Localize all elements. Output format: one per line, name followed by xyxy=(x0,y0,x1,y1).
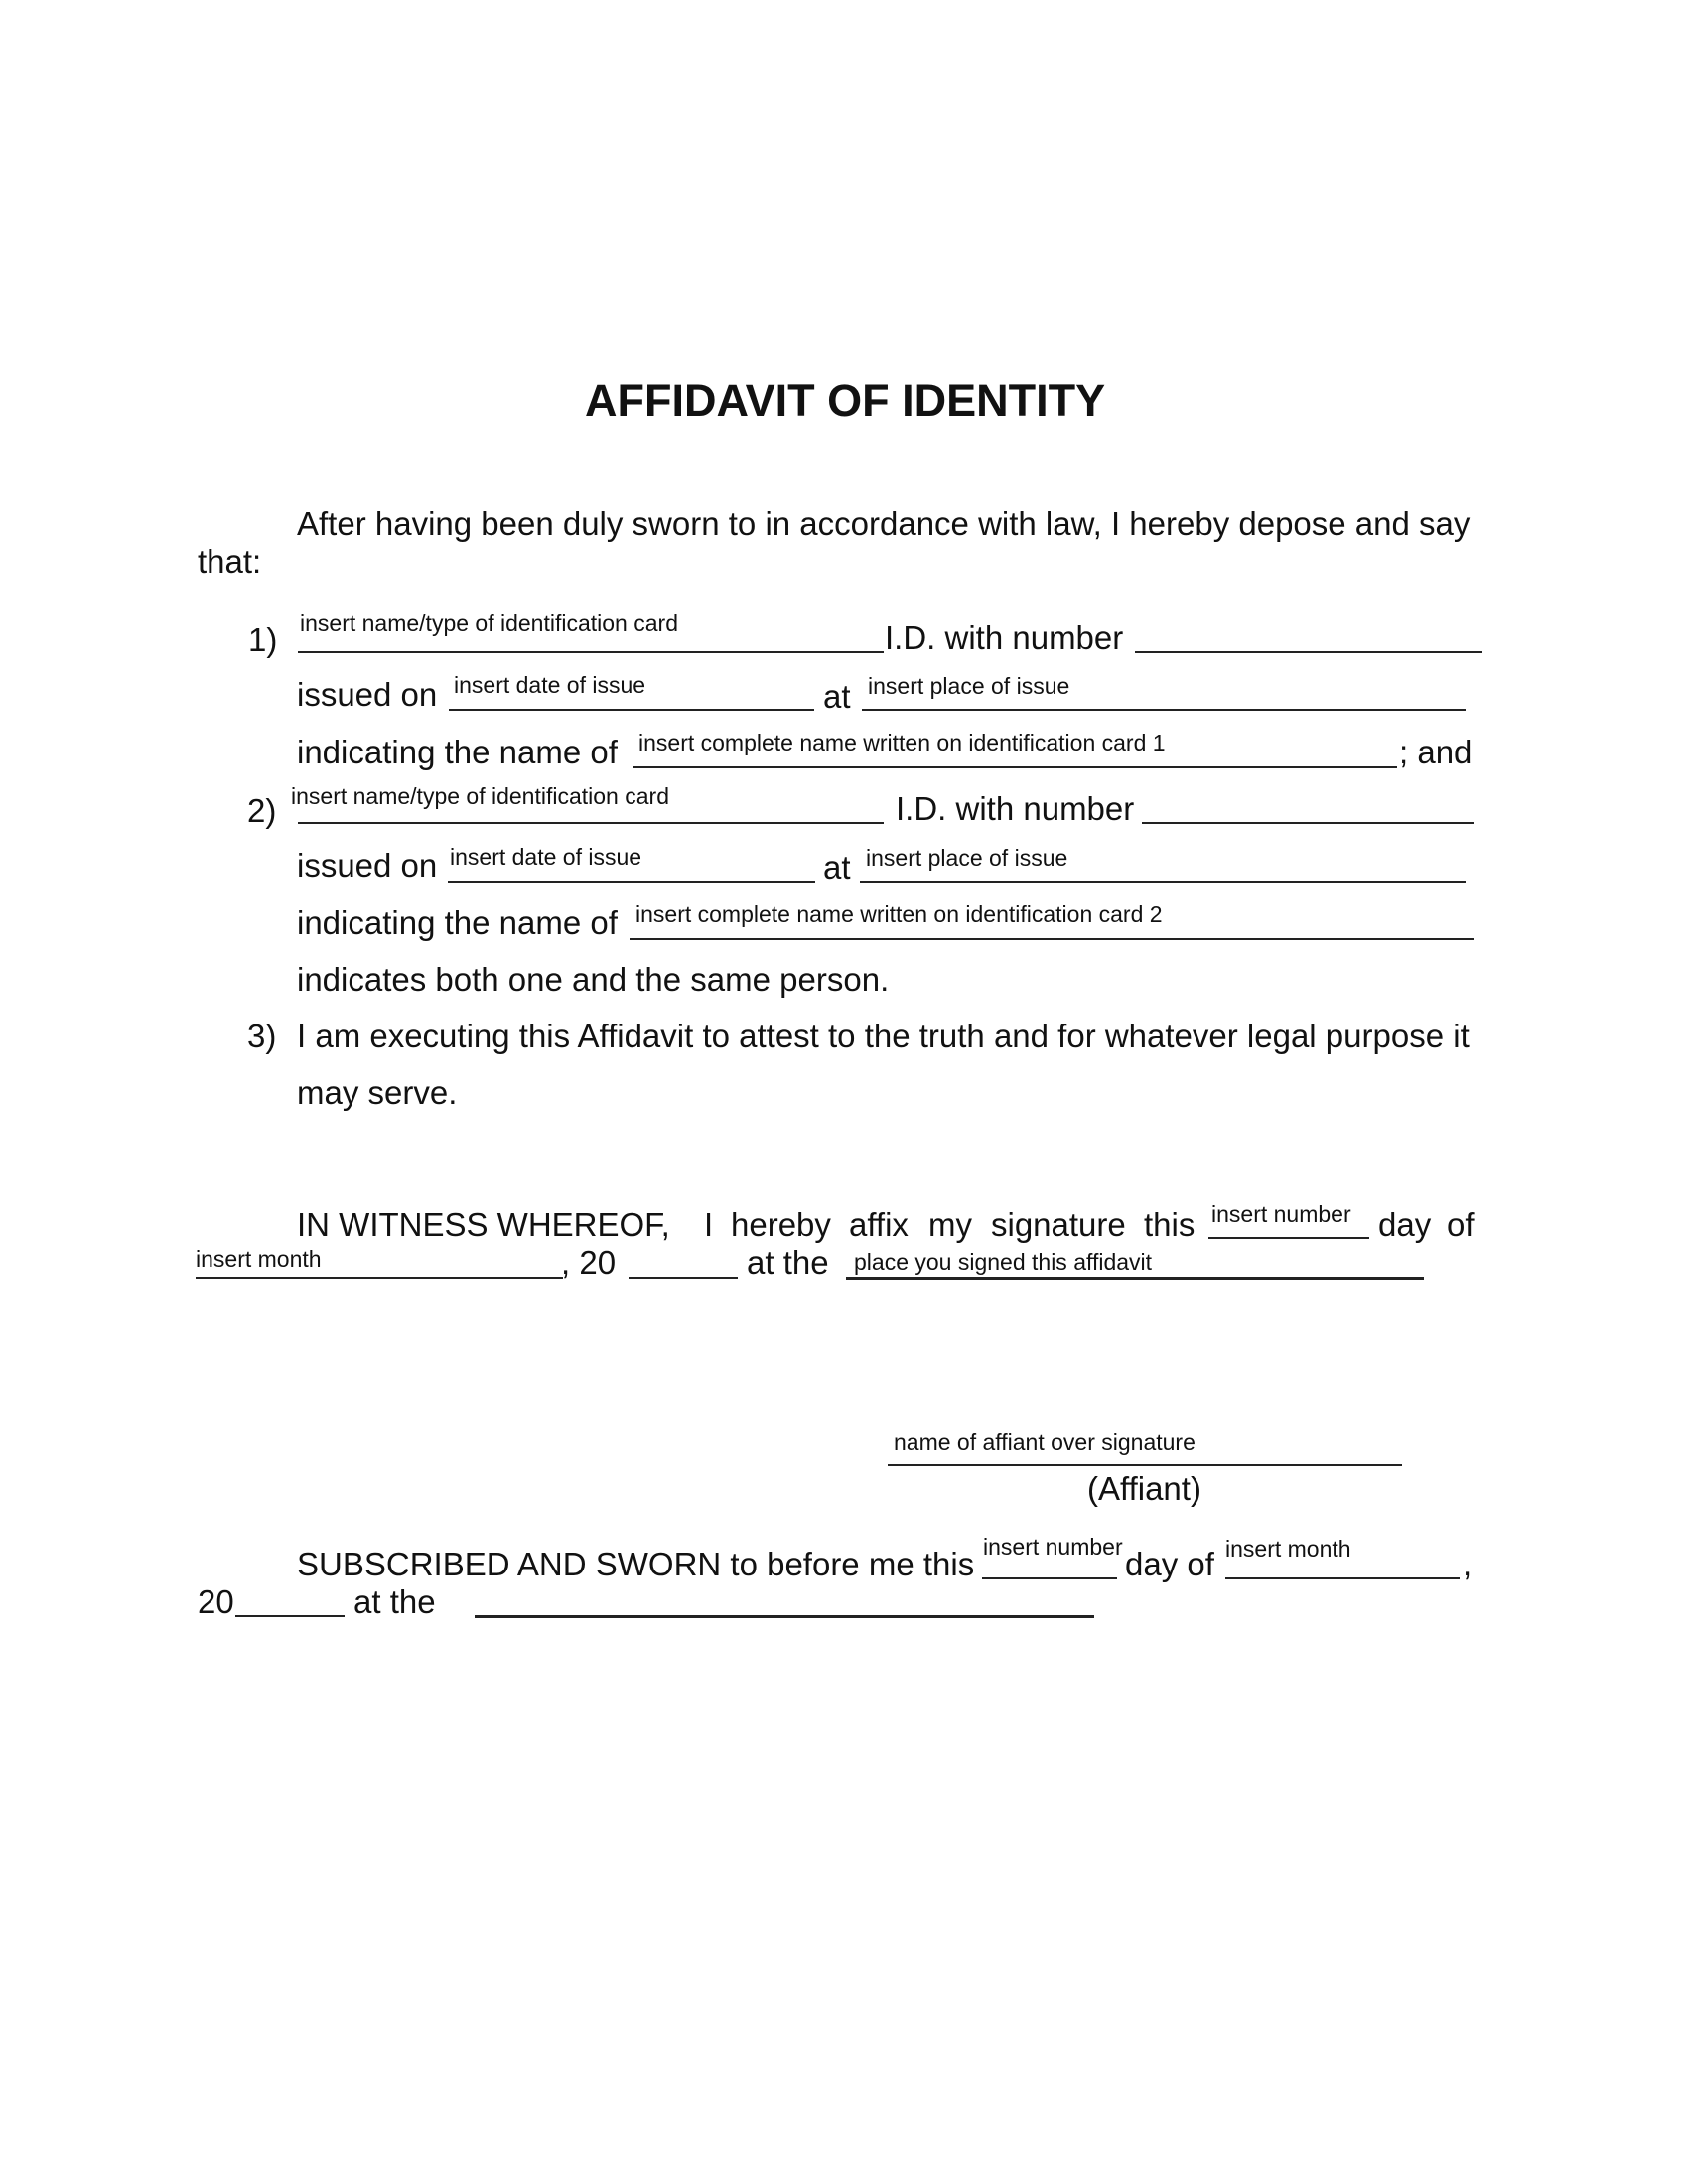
item-3-line-2: may serve. xyxy=(297,1074,458,1111)
subscribed-month-field[interactable] xyxy=(1225,1577,1460,1579)
affiant-signature-field[interactable] xyxy=(888,1464,1402,1466)
witness-word-affix: affix xyxy=(849,1206,909,1243)
item-1-and: ; and xyxy=(1399,734,1473,770)
witness-month-field[interactable] xyxy=(196,1277,563,1279)
subscribed-comma: , xyxy=(1463,1546,1473,1582)
item-1-name-hint: insert complete name written on identification card 1 xyxy=(638,730,1166,755)
witness-word-i: I xyxy=(704,1206,714,1243)
affiant-label: (Affiant) xyxy=(1087,1470,1201,1507)
item-3-number: 3) xyxy=(247,1018,277,1054)
witness-word-signature: signature xyxy=(991,1206,1126,1243)
item-2-issued-on: issued on xyxy=(297,847,438,884)
witness-month-hint: insert month xyxy=(196,1246,322,1272)
item-1-id-card-hint: insert name/type of identification card xyxy=(300,611,678,636)
item-2-id-card-hint: insert name/type of identification card xyxy=(291,783,669,809)
item-1-issued-on: issued on xyxy=(297,676,438,713)
witness-place-field[interactable] xyxy=(846,1277,1424,1280)
item-2-name-hint: insert complete name written on identification card 2 xyxy=(635,901,1163,927)
item-2-place-field[interactable] xyxy=(860,881,1466,883)
affiant-name-hint: name of affiant over signature xyxy=(894,1430,1196,1455)
item-1-indicating: indicating the name of xyxy=(297,734,618,770)
witness-in-witness: IN WITNESS WHEREOF, xyxy=(297,1206,670,1243)
item-2-date-field[interactable] xyxy=(448,881,815,883)
witness-place-hint: place you signed this affidavit xyxy=(854,1249,1153,1275)
witness-word-day: day xyxy=(1378,1206,1432,1243)
item-1-date-hint: insert date of issue xyxy=(454,672,646,698)
item-2-id-number-field[interactable] xyxy=(1142,822,1474,824)
witness-word-hereby: hereby xyxy=(731,1206,831,1243)
subscribed-year-field[interactable] xyxy=(235,1615,345,1617)
item-1-id-number-field[interactable] xyxy=(1135,651,1482,653)
item-2-name-field[interactable] xyxy=(630,938,1474,940)
witness-word-of: of xyxy=(1447,1206,1475,1243)
subscribed-at-the: at the xyxy=(353,1583,436,1620)
item-2-place-hint: insert place of issue xyxy=(866,845,1068,871)
page-title: AFFIDAVIT OF IDENTITY xyxy=(585,375,1106,426)
subscribed-day-of: day of xyxy=(1125,1546,1214,1582)
item-2-id-with-number: I.D. with number xyxy=(896,790,1135,827)
item-1-at: at xyxy=(823,678,851,715)
item-2-id-card-field[interactable] xyxy=(298,822,884,824)
item-1-id-card-field[interactable] xyxy=(298,651,884,653)
item-1-name-field[interactable] xyxy=(633,766,1397,768)
item-2-indicating: indicating the name of xyxy=(297,904,618,941)
item-2-same-person: indicates both one and the same person. xyxy=(297,961,890,998)
subscribed-text: SUBSCRIBED AND SWORN to before me this xyxy=(297,1546,975,1582)
item-2-date-hint: insert date of issue xyxy=(450,844,642,870)
intro-line-1: After having been duly sworn to in accordance with law, I hereby depose and say xyxy=(297,505,1471,542)
witness-year-field[interactable] xyxy=(629,1277,738,1279)
item-1-date-field[interactable] xyxy=(449,709,814,711)
witness-word-this: this xyxy=(1144,1206,1196,1243)
item-1-place-hint: insert place of issue xyxy=(868,673,1070,699)
item-1-number: 1) xyxy=(248,621,278,658)
item-1-id-with-number: I.D. with number xyxy=(885,619,1124,656)
witness-year-prefix: , 20 xyxy=(561,1244,617,1281)
item-2-number: 2) xyxy=(247,792,277,829)
witness-at-the: at the xyxy=(747,1244,829,1281)
item-1-place-field[interactable] xyxy=(862,709,1466,711)
subscribed-place-field[interactable] xyxy=(475,1615,1094,1618)
witness-word-my: my xyxy=(928,1206,972,1243)
item-2-at: at xyxy=(823,849,851,886)
subscribed-month-hint: insert month xyxy=(1225,1536,1351,1562)
subscribed-number-hint: insert number xyxy=(983,1534,1123,1560)
witness-number-hint: insert number xyxy=(1211,1201,1351,1227)
witness-day-field[interactable] xyxy=(1208,1237,1369,1239)
subscribed-day-field[interactable] xyxy=(982,1577,1117,1579)
intro-line-2: that: xyxy=(198,543,262,580)
item-3-line-1: I am executing this Affidavit to attest to the truth and for whatever legal purpose it xyxy=(297,1018,1470,1054)
subscribed-year-prefix: 20 xyxy=(198,1583,234,1620)
